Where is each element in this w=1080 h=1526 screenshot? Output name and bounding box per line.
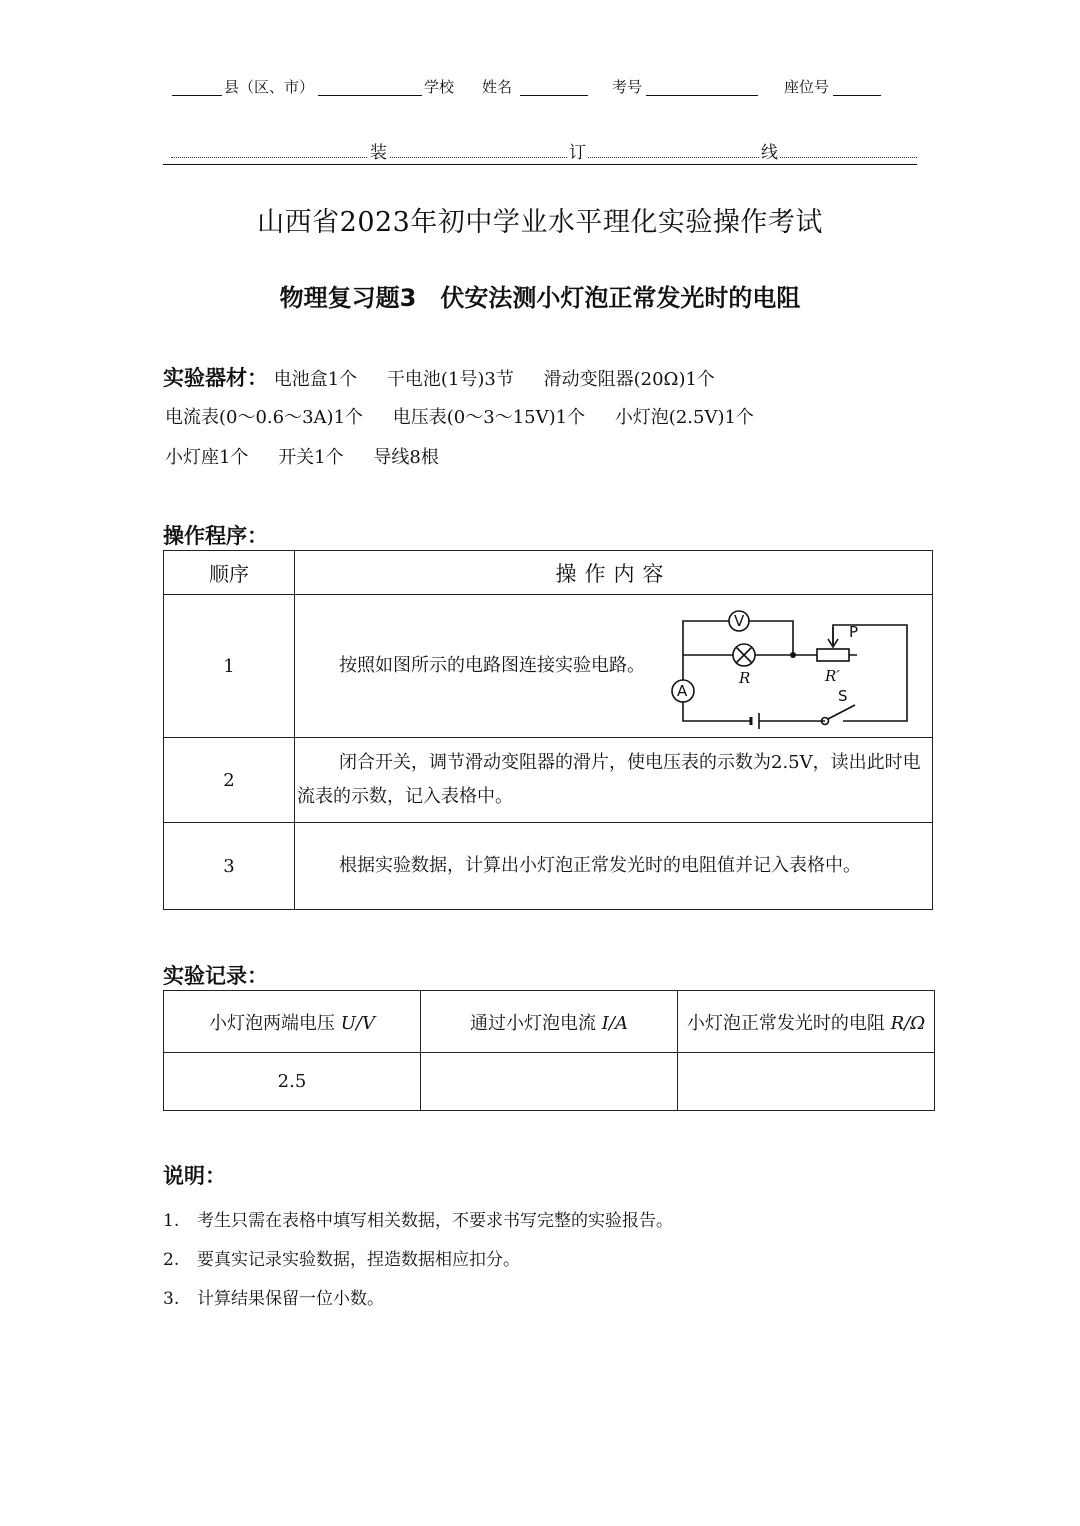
note-text: 计算结果保留一位小数。 xyxy=(197,1289,384,1309)
equipment-item: 开关1个 xyxy=(278,447,344,468)
list-item xyxy=(163,1245,520,1270)
binding-char-2: 订 xyxy=(567,138,588,163)
county-label: 县（区、市） xyxy=(224,78,315,96)
subtitle-topic: 伏安法测小灯泡正常发光时的电阻 xyxy=(440,284,801,312)
table-row xyxy=(164,738,933,823)
equipment-item: 滑动变阻器(20Ω)1个 xyxy=(543,369,715,390)
note-text: 考生只需在表格中填写相关数据，不要求书写完整的实验报告。 xyxy=(197,1211,673,1231)
seat-no-blank[interactable] xyxy=(833,95,881,96)
rheostat-symbol: R′ xyxy=(825,667,840,685)
record-header-voltage xyxy=(164,991,421,1053)
procedure-label: 操作程序： xyxy=(163,524,268,548)
header-unit: R/Ω xyxy=(890,1012,926,1034)
exam-no-label: 考号 xyxy=(612,78,643,96)
step-text: 闭合开关，调节滑动变阻器的滑片，使电压表的示数为2.5V，读出此时电流表的示数，记入表格中。 xyxy=(297,752,921,807)
equipment-label: 实验器材： xyxy=(163,366,268,390)
page-title: 山西省2023年初中学业水平理化实验操作考试 xyxy=(257,207,823,238)
col-content-header: 操作内容 xyxy=(295,551,933,595)
ammeter-symbol: A xyxy=(677,682,688,700)
school-blank[interactable] xyxy=(318,95,422,96)
note-num: 2. xyxy=(163,1250,180,1270)
list-item xyxy=(163,1206,673,1231)
record-header-resistance xyxy=(678,991,935,1053)
resistance-input-cell[interactable] xyxy=(678,1053,935,1111)
step-text: 按照如图所示的电路图连接实验电路。 xyxy=(339,655,645,676)
slider-symbol: P xyxy=(849,623,859,641)
equipment-item: 电池盒1个 xyxy=(273,369,358,390)
header-unit: U/V xyxy=(340,1012,375,1034)
school-label: 学校 xyxy=(424,78,455,96)
seat-no-label: 座位号 xyxy=(784,78,830,96)
page-subtitle xyxy=(0,278,1080,313)
equipment-item: 导线8根 xyxy=(373,447,439,468)
header-text: 小灯泡两端电压 xyxy=(209,1012,336,1034)
voltage-value: 2.5 xyxy=(164,1053,421,1111)
binding-char-1: 装 xyxy=(368,138,389,163)
name-blank[interactable] xyxy=(520,95,588,96)
candidate-info-line xyxy=(168,76,888,102)
county-blank[interactable] xyxy=(172,95,222,96)
rheostat-icon xyxy=(817,649,849,661)
note-num: 3. xyxy=(163,1289,180,1309)
procedure-table xyxy=(163,550,933,910)
switch-symbol: S xyxy=(838,687,848,705)
circuit-diagram xyxy=(665,601,915,731)
equipment-line-3 xyxy=(165,443,439,469)
equipment-item: 小灯泡(2.5V)1个 xyxy=(614,407,754,428)
subtitle-number: 物理复习题3 xyxy=(279,284,417,312)
lamp-symbol: R xyxy=(739,669,751,687)
header-unit: I/A xyxy=(601,1012,628,1034)
name-label: 姓名 xyxy=(482,78,513,96)
exam-no-blank[interactable] xyxy=(646,95,758,96)
step-text: 根据实验数据，计算出小灯泡正常发光时的电阻值并记入表格中。 xyxy=(339,855,861,876)
step-content xyxy=(295,738,933,823)
step-num: 3 xyxy=(164,823,295,910)
equipment-item: 干电池(1号)3节 xyxy=(386,369,514,390)
binding-line xyxy=(163,138,917,168)
equipment-line-1 xyxy=(163,362,715,392)
table-row xyxy=(164,823,933,910)
note-text: 要真实记录实验数据，捏造数据相应扣分。 xyxy=(197,1250,520,1270)
notes-label: 说明： xyxy=(163,1164,226,1188)
step-content xyxy=(295,595,933,738)
header-text: 小灯泡正常发光时的电阻 xyxy=(686,1012,885,1034)
table-row xyxy=(164,1053,935,1111)
equipment-item: 小灯座1个 xyxy=(165,447,249,468)
binding-char-3: 线 xyxy=(759,138,780,163)
header-text: 通过小灯泡电流 xyxy=(470,1012,597,1034)
note-num: 1. xyxy=(163,1211,180,1231)
col-order-header: 顺序 xyxy=(164,551,295,595)
equipment-item: 电压表(0～3～15V)1个 xyxy=(392,407,586,428)
record-label: 实验记录： xyxy=(163,964,268,988)
step-num: 2 xyxy=(164,738,295,823)
list-item xyxy=(163,1284,384,1309)
record-header-current xyxy=(421,991,678,1053)
equipment-line-2 xyxy=(165,403,754,429)
current-input-cell[interactable] xyxy=(421,1053,678,1111)
step-content xyxy=(295,823,933,910)
step-num: 1 xyxy=(164,595,295,738)
table-row xyxy=(164,595,933,738)
record-table xyxy=(163,990,935,1111)
equipment-item: 电流表(0～0.6～3A)1个 xyxy=(165,407,364,428)
voltmeter-symbol: V xyxy=(734,612,745,630)
